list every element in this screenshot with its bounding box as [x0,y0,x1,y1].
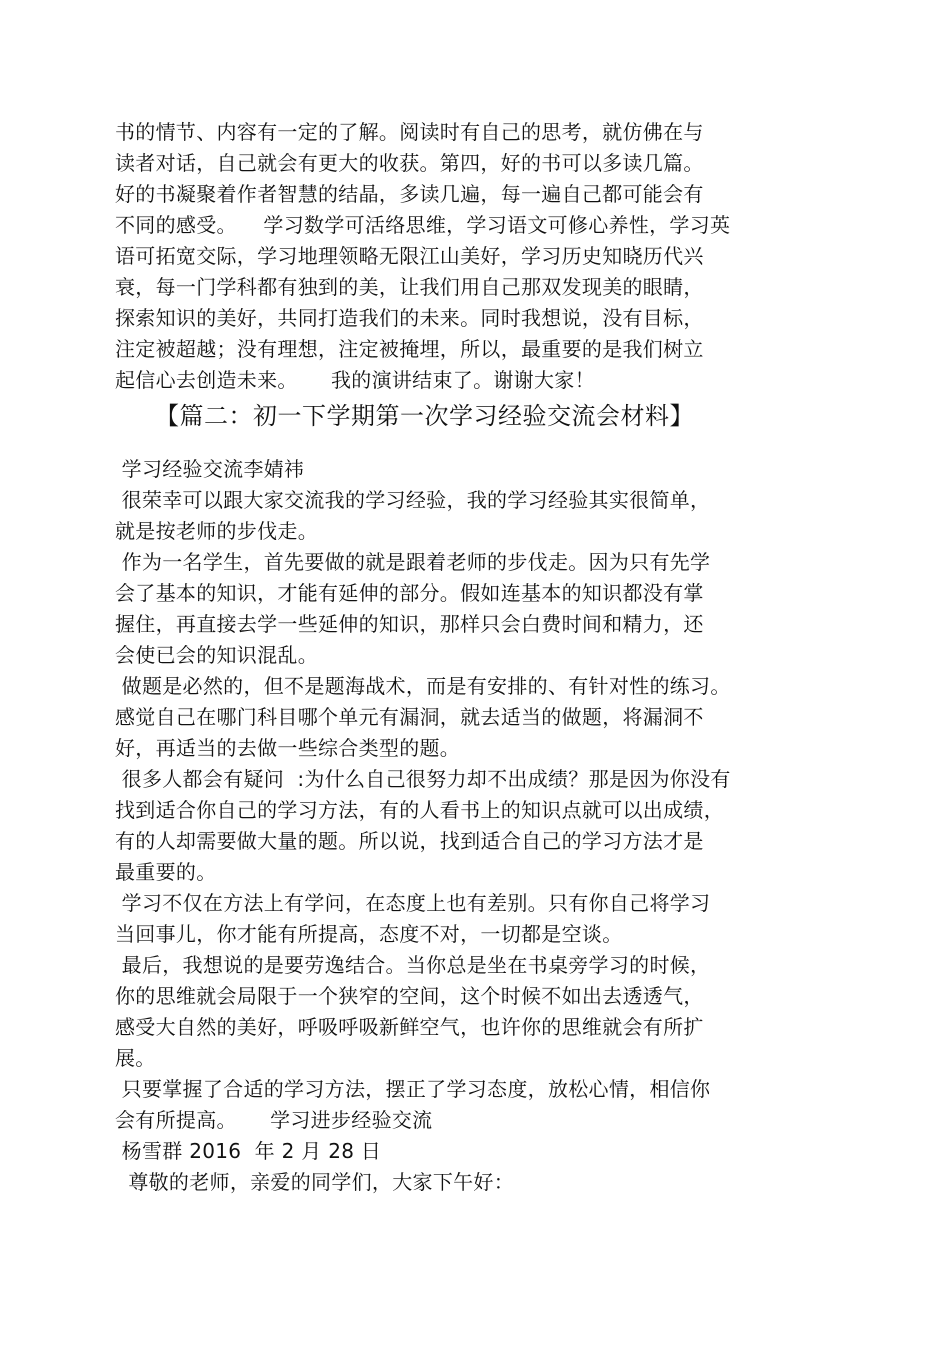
text-line: 尊敬的老师，亲爱的同学们，大家下午好： [115,1170,515,1194]
text-line: 注定被超越；没有理想，注定被掩埋，所以，最重要的是我们树立 [115,337,704,361]
text-line: 握住，再直接去学一些延伸的知识，那样只会白费时间和精力，还 [115,612,704,636]
text-line: 衰，每一门学科都有独到的美，让我们用自己那双发现美的眼睛， [115,275,704,299]
text-line: 感受大自然的美好，呼吸呼吸新鲜空气，也许你的思维就会有所扩 [115,1015,704,1039]
text-line: 做题是必然的，但不是题海战术，而是有安排的、有针对性的练习。 [115,674,731,698]
text-line: 最后，我想说的是要劳逸结合。当你总是坐在书桌旁学习的时候， [115,953,711,977]
text-line: 会使已会的知识混乱。 [115,643,318,667]
text-line: 书的情节、内容有一定的了解。阅读时有自己的思考，就仿佛在与 [115,120,704,144]
text-line: 最重要的。 [115,860,217,884]
text-line: 找到适合你自己的学习方法，有的人看书上的知识点就可以出成绩， [115,798,724,822]
text-line: 语可拓宽交际，学习地理领略无限江山美好，学习历史知晓历代兴 [115,244,704,268]
text-line: 好的书凝聚着作者智慧的结晶，多读几遍，每一遍自己都可能会有 [115,182,704,206]
text-line: 就是按老师的步伐走。 [115,519,318,543]
text-line: 只要掌握了合适的学习方法，摆正了学习态度，放松心情，相信你 [115,1077,711,1101]
text-line: 会了基本的知识，才能有延伸的部分。假如连基本的知识都没有掌 [115,581,704,605]
text-line: 好，再适当的去做一些综合类型的题。 [115,736,461,760]
text-line: 感觉自己在哪门科目哪个单元有漏洞，就去适当的做题，将漏洞不 [115,705,704,729]
text-line: 探索知识的美好，共同打造我们的未来。同时我想说，没有目标， [115,306,704,330]
text-line: 展。 [115,1046,156,1070]
text-line: 会有所提高。 学习进步经验交流 [115,1108,433,1132]
text-line: 学习经验交流李婧祎 [115,457,305,481]
text-line: 起信心去创造未来。 我的演讲结束了。谢谢大家！ [115,368,595,392]
text-line: 读者对话，自己就会有更大的收获。第四，好的书可以多读几篇。 [115,151,704,175]
section-heading: 【篇二：初一下学期第一次学习经验交流会材料】 [155,402,694,430]
text-line: 当回事儿，你才能有所提高，态度不对，一切都是空谈。 [115,922,623,946]
text-line: 很荣幸可以跟大家交流我的学习经验，我的学习经验其实很简单， [115,488,711,512]
text-line: 作为一名学生，首先要做的就是跟着老师的步伐走。因为只有先学 [115,550,711,574]
text-line: 很多人都会有疑问 :为什么自己很努力却不出成绩？那是因为你没有 [115,767,731,791]
text-line: 学习不仅在方法上有学问，在态度上也有差别。只有你自己将学习 [115,891,711,915]
text-line: 你的思维就会局限于一个狭窄的空间，这个时候不如出去透透气， [115,984,704,1008]
text-line: 杨雪群 2016 年 2 月 28 日 [115,1139,382,1163]
text-line: 有的人却需要做大量的题。所以说，找到适合自己的学习方法才是 [115,829,704,853]
text-line: 不同的感受。 学习数学可活络思维，学习语文可修心养性，学习英 [115,213,731,237]
